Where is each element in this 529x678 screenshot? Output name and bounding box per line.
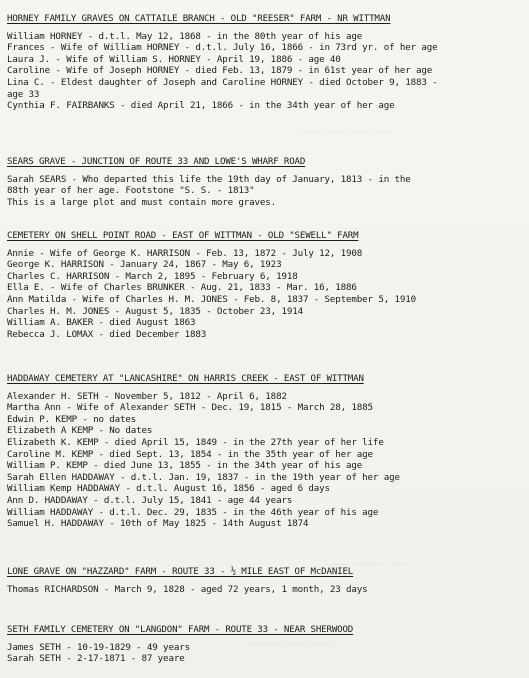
entry: Laura J. - Wife of William S. HORNEY - April 19, 1886 - age 40: [7, 53, 341, 65]
entry: Frances - Wife of William HORNEY - d.t.l. July 16, 1866 - in 73rd yr. of her age: [7, 42, 438, 54]
section-heading: HADDAWAY CEMETERY AT "LANCASHIRE" ON HARRIS CREEK - EAST OF WITTMAN: [7, 374, 364, 384]
section-horney-family: [7, 13, 527, 112]
entry: Ann D. HADDAWAY - d.t.l. July 15, 1841 - age 44 years: [7, 494, 293, 506]
section-heading: HORNEY FAMILY GRAVES ON CATTAILE BRANCH - OLD "REESER" FARM - NR WITTMAN: [7, 14, 391, 24]
entry: Lina C. - Eldest daughter of Joseph and Caroline HORNEY - died October 9, 1883 -: [7, 76, 438, 88]
entry: William HORNEY - d.t.l. May 12, 1868 - in the 80th year of his age: [7, 30, 363, 42]
bleed-through-2: ──── ────── ────: [330, 560, 408, 569]
entry: Charles H. M. JONES - August 5, 1835 - October 23, 1914: [7, 305, 303, 317]
entry: William A. BAKER - died August 1863: [7, 317, 196, 329]
section-haddaway-cemetery: [7, 373, 527, 530]
entry: 88th year of her age. Footstone "S. S. - 1813": [7, 185, 255, 197]
entry: Samuel H. HADDAWAY - 10th of May 1825 - 14th August 1874: [7, 518, 309, 530]
entry: William Kemp HADDAWAY - d.t.l. August 16, 1856 - aged 6 days: [7, 483, 330, 495]
section-lone-grave-hazzard: [7, 566, 527, 595]
entry: Cynthia F. FAIRBANKS - died April 21, 1866 - in the 34th year of her age: [7, 100, 395, 112]
entry: Alexander H. SETH - November 5, 1812 - April 6, 1882: [7, 390, 287, 402]
entry: Caroline M. KEMP - died Sept. 13, 1854 - in the 35th year of her age: [7, 448, 373, 460]
entry: Charles C. HARRISON - March 2, 1895 - February 6, 1918: [7, 270, 298, 282]
section-sears-grave: [7, 156, 527, 208]
entry: Elizabeth A KEMP - No dates: [7, 425, 153, 437]
entry: Elizabeth K. KEMP - died April 15, 1849 - in the 27th year of her life: [7, 436, 384, 448]
entry: Thomas RICHARDSON - March 9, 1828 - aged 72 years, 1 month, 23 days: [7, 583, 368, 595]
entry: James SETH - 10-19-1829 - 49 years: [7, 641, 190, 653]
entry: William P. KEMP - died June 13, 1855 - in the 34th year of his age: [7, 460, 363, 472]
entry: Caroline - Wife of Joseph HORNEY - died Feb. 13, 1879 - in 61st year of her age: [7, 65, 433, 77]
entry: Sarah SETH - 2-17-1871 - 87 yeare: [7, 653, 185, 665]
entry: Ann Matilda - Wife of Charles H. M. JONES - Feb. 8, 1837 - September 5, 1910: [7, 293, 416, 305]
section-heading: SEARS GRAVE - JUNCTION OF ROUTE 33 AND LOWE'S WHARF ROAD: [7, 157, 306, 167]
entry: age 33: [7, 88, 40, 100]
section-seth-family-cemetery: [7, 624, 527, 665]
entry: George K. HARRISON - January 24, 1867 - May 6, 1923: [7, 259, 282, 271]
section-heading: SETH FAMILY CEMETERY ON "LANGDON" FARM - ROUTE 33 - NEAR SHERWOOD: [7, 625, 354, 635]
entry: This is a large plot and must contain more graves.: [7, 196, 277, 208]
entry: Sarah Ellen HADDAWAY - d.t.l. Jan. 19, 1837 - in the 19th year of her age: [7, 471, 400, 483]
entry: William HADDAWAY - d.t.l. Dec. 29, 1835 - in the 46th year of his age: [7, 506, 379, 518]
entry: Martha Ann - Wife of Alexander SETH - Dec. 19, 1815 - March 28, 1885: [7, 402, 373, 414]
section-heading: CEMETERY ON SHELL POINT ROAD - EAST OF WITTMAN - OLD "SEWELL" FARM: [7, 231, 359, 241]
entry: Annie - Wife of George K. HARRISON - Feb. 13, 1872 - July 12, 1908: [7, 247, 363, 259]
bleed-through-3: ────── ──── ─────: [250, 640, 332, 649]
section-shell-point-cemetery: [7, 230, 527, 340]
entry: Rebecca J. LOMAX - died December 1883: [7, 328, 207, 340]
entry: Edwin P. KEMP - no dates: [7, 413, 137, 425]
section-heading: LONE GRAVE ON "HAZZARD" FARM - ROUTE 33 - ½ MILE EAST OF McDANIEL: [7, 567, 354, 577]
entry: Ella E. - Wife of Charles BRUNKER - Aug. 21, 1833 - Mar. 16, 1886: [7, 282, 357, 294]
bleed-through-1: ──── ──── ──── ────: [300, 128, 392, 137]
entry: Sarah SEARS - Who departed this life the 19th day of January, 1813 - in the: [7, 173, 411, 185]
